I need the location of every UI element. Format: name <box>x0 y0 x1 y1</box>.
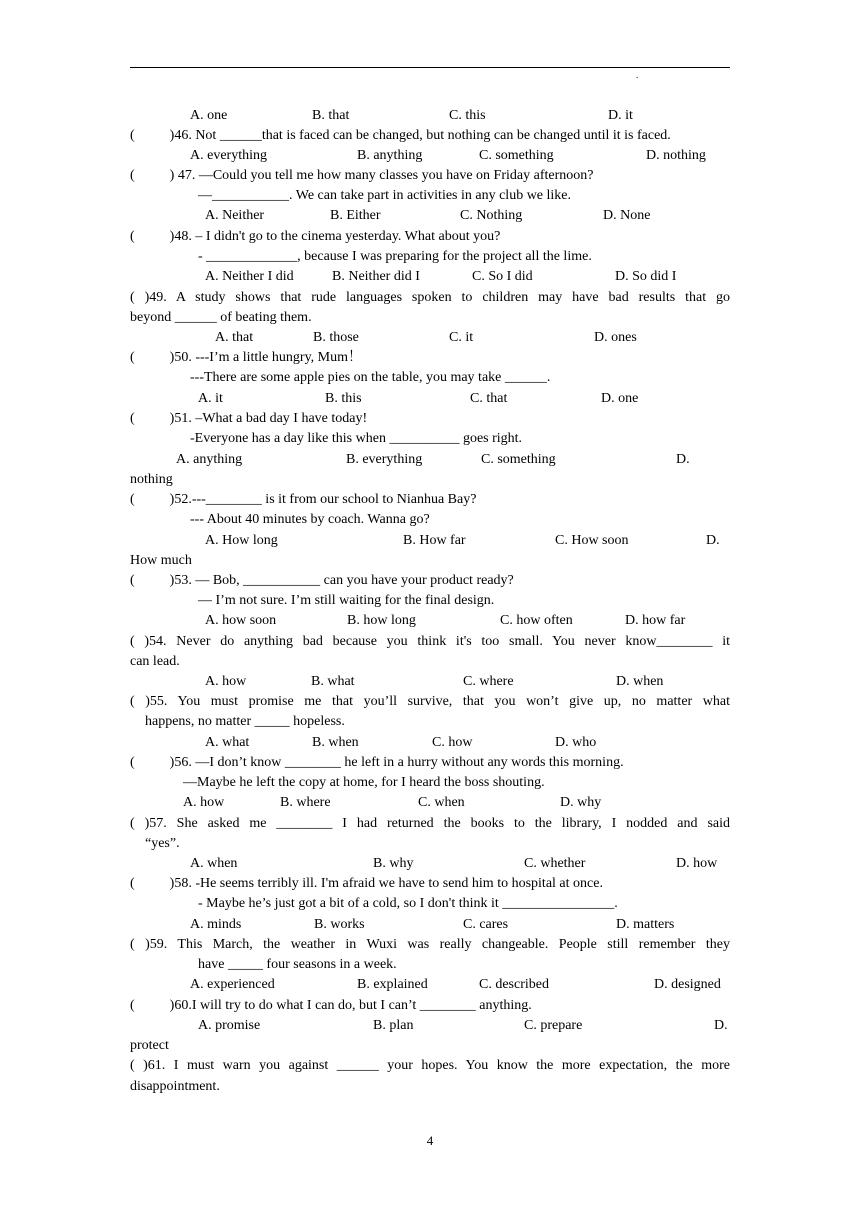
option-text: D. designed <box>654 977 721 992</box>
option-text: A. minds <box>190 917 242 932</box>
option-text: B. what <box>311 674 355 689</box>
option-text: D. it <box>608 108 633 123</box>
option-text: C. How soon <box>555 533 629 548</box>
option-text: D. when <box>616 674 664 689</box>
header-rule <box>130 67 730 68</box>
option-text: A. anything <box>176 452 243 467</box>
dialogue-text: —___________. We can take part in activities in any club we like. <box>198 188 572 203</box>
question-text-cont: beyond ______ of beating them. <box>130 310 312 325</box>
option-text-cont: How much <box>130 553 192 568</box>
option-text: C. how <box>432 735 473 750</box>
question-text: ( )54. Never do anything bad because you think it's too small. You never know________ it <box>130 634 730 649</box>
option-text: C. So I did <box>472 269 533 284</box>
option-text: A. Neither <box>205 208 265 223</box>
option-text: C. something <box>479 148 554 163</box>
question-text: ( )46. Not ______that is faced can be changed, but nothing can be changed until it is faced. <box>130 128 671 143</box>
option-text-cont: nothing <box>130 472 173 487</box>
option-text: D. why <box>560 795 602 810</box>
option-text: A. how <box>205 674 247 689</box>
question-text-cont: happens, no matter _____ hopeless. <box>145 714 345 729</box>
question-text: ( )60.I will try to do what I can do, but I can’t ________ anything. <box>130 998 532 1013</box>
option-text: B. anything <box>357 148 423 163</box>
option-text: A. that <box>215 330 254 345</box>
option-text: A. promise <box>198 1018 261 1033</box>
question-text: ( )59. This March, the weather in Wuxi was really changeable. People still remember they <box>130 937 730 952</box>
option-text: A. everything <box>190 148 267 163</box>
option-text: D. None <box>603 208 651 223</box>
option-text: D. who <box>555 735 597 750</box>
option-text: B. explained <box>357 977 428 992</box>
option-text: D. <box>706 533 720 548</box>
question-text: ( )48. – I didn't go to the cinema yesterday. What about you? <box>130 229 501 244</box>
option-text: D. <box>676 452 690 467</box>
option-text: D. matters <box>616 917 675 932</box>
question-text: ( )49. A study shows that rude languages spoken to children may have bad results that go <box>130 290 730 305</box>
question-text: ( )58. -He seems terribly ill. I'm afraid we have to send him to hospital at once. <box>130 876 603 891</box>
option-text: B. works <box>314 917 365 932</box>
option-text: C. whether <box>524 856 586 871</box>
question-text: ( )56. —I don’t know ________ he left in a hurry without any words this morning. <box>130 755 624 770</box>
option-text: B. this <box>325 391 362 406</box>
question-text: ( )55. You must promise me that you’ll survive, that you won’t give up, no matter what <box>130 694 730 709</box>
question-text: ( )51. –What a bad day I have today! <box>130 411 368 426</box>
dialogue-text: --- About 40 minutes by coach. Wanna go? <box>190 512 430 527</box>
option-text: D. how far <box>625 613 686 628</box>
option-text: C. something <box>481 452 556 467</box>
question-text: ( )52.---________ is it from our school to Nianhua Bay? <box>130 492 477 507</box>
option-text: B. plan <box>373 1018 414 1033</box>
option-text: C. this <box>449 108 486 123</box>
dialogue-text: - _____________, because I was preparing for the project all the lime. <box>198 249 592 264</box>
dialogue-text: — I’m not sure. I’m still waiting for the final design. <box>198 593 495 608</box>
option-text: A. Neither I did <box>205 269 294 284</box>
question-text-cont: disappointment. <box>130 1079 220 1094</box>
option-text: C. when <box>418 795 465 810</box>
dialogue-text: —Maybe he left the copy at home, for I heard the boss shouting. <box>183 775 545 790</box>
question-text-cont: “yes”. <box>145 836 180 851</box>
option-text: B. how long <box>347 613 416 628</box>
option-text: A. how soon <box>205 613 277 628</box>
question-text: ( )53. — Bob, ___________ can you have your product ready? <box>130 573 514 588</box>
page-number: 4 <box>426 1133 434 1148</box>
option-text: C. Nothing <box>460 208 523 223</box>
question-text-cont: have _____ four seasons in a week. <box>198 957 397 972</box>
dialogue-text: -Everyone has a day like this when __________ goes right. <box>190 431 523 446</box>
option-text: B. that <box>312 108 350 123</box>
question-text-cont: can lead. <box>130 654 180 669</box>
question-text: ( )57. She asked me ________ I had returned the books to the library, I nodded and said <box>130 816 730 831</box>
option-text: D. So did I <box>615 269 677 284</box>
option-text: B. everything <box>346 452 423 467</box>
option-text: D. <box>714 1018 728 1033</box>
option-text: C. that <box>470 391 508 406</box>
option-text: D. one <box>601 391 639 406</box>
option-text: B. why <box>373 856 414 871</box>
option-text: C. it <box>449 330 474 345</box>
option-text: B. How far <box>403 533 466 548</box>
option-text: A. it <box>198 391 223 406</box>
option-text: B. Either <box>330 208 381 223</box>
option-text: A. one <box>190 108 228 123</box>
option-text: C. prepare <box>524 1018 583 1033</box>
option-text: C. where <box>463 674 514 689</box>
option-text: A. when <box>190 856 238 871</box>
option-text: B. those <box>313 330 359 345</box>
option-text: D. ones <box>594 330 637 345</box>
question-text: ( ) 47. —Could you tell me how many classes you have on Friday afternoon? <box>130 168 594 183</box>
header-mark: . <box>636 70 639 80</box>
option-text: A. what <box>205 735 250 750</box>
option-text: B. where <box>280 795 331 810</box>
option-text: C. cares <box>463 917 509 932</box>
option-text: C. how often <box>500 613 573 628</box>
dialogue-text: - Maybe he’s just got a bit of a cold, so I don't think it ________________. <box>198 896 618 911</box>
option-text: A. experienced <box>190 977 275 992</box>
dialogue-text: ---There are some apple pies on the table, you may take ______. <box>190 370 551 385</box>
option-text: C. described <box>479 977 549 992</box>
option-text: B. Neither did I <box>332 269 420 284</box>
question-text: ( )61. I must warn you against ______ your hopes. You know the more expectation, the more <box>130 1058 730 1073</box>
option-text: A. How long <box>205 533 278 548</box>
option-text-cont: protect <box>130 1038 169 1053</box>
option-text: B. when <box>312 735 359 750</box>
question-text: ( )50. ---I’m a little hungry, Mum！ <box>130 350 362 365</box>
option-text: D. how <box>676 856 718 871</box>
option-text: A. how <box>183 795 225 810</box>
option-text: D. nothing <box>646 148 706 163</box>
